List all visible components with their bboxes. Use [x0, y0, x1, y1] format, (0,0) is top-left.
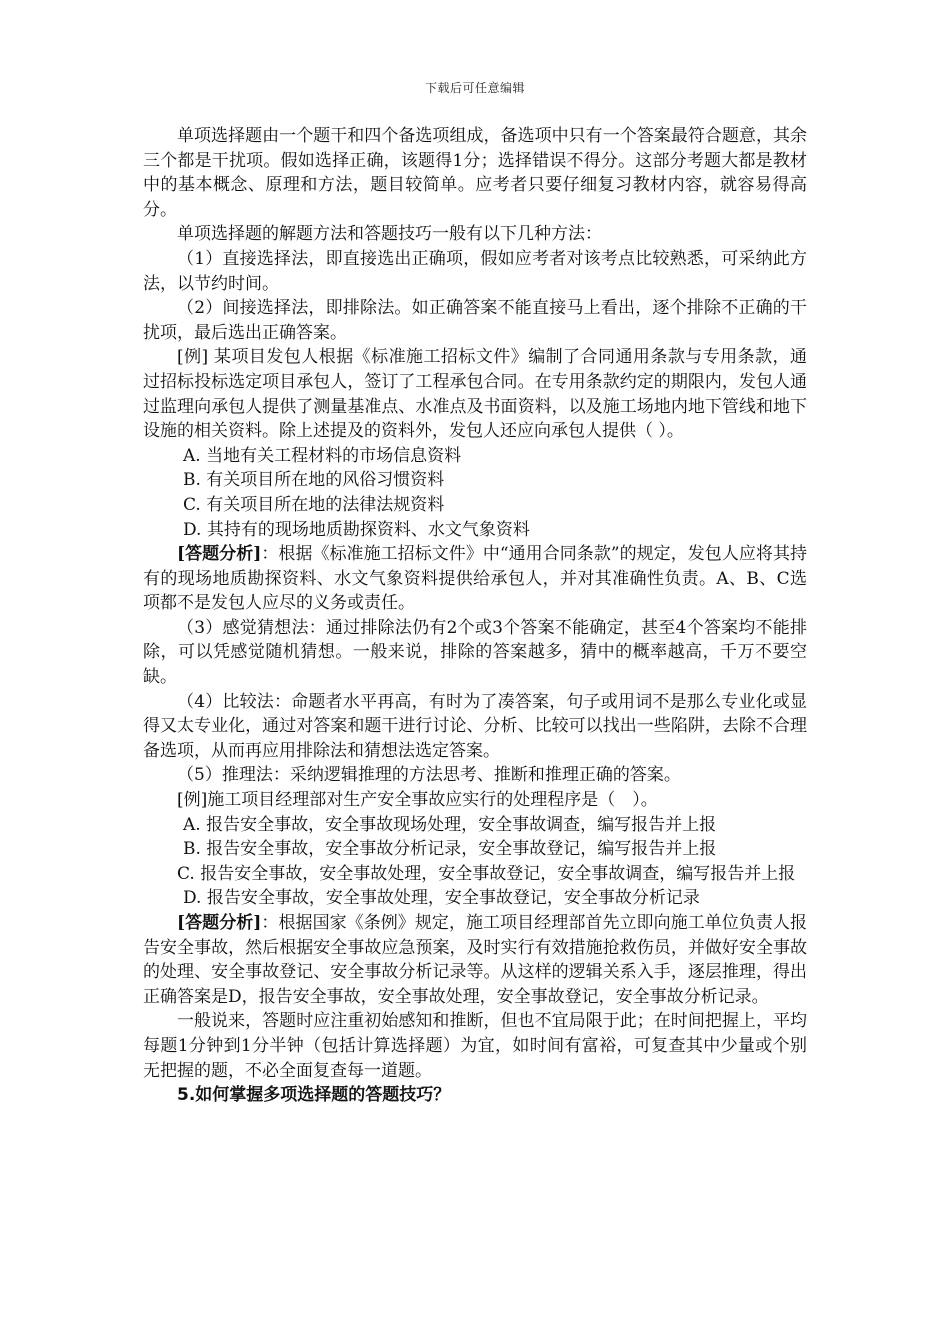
answer-analysis-label: [答题分析] — [177, 544, 262, 565]
document-body — [143, 124, 807, 1108]
paragraph: 一般说来，答题时应注重初始感知和推断，但也不宜局限于此；在时间把握上，平均每题1分钟到1分半钟（包括计算选择题）为宜，如时间有富裕，可复查其中少量或个别无把握的题，不必全面复查每一道题。 — [143, 1011, 807, 1081]
option-a: A. 当地有关工程材料的市场信息资料 — [183, 445, 462, 466]
example-question: [例] 某项目发包人根据《标准施工招标文件》编制了合同通用条款与专用条款，通过招标投标选定项目承包人，签订了工程承包合同。在专用条款约定的期限内，发包人通过监理向承包人提供了测量基准点、水准点及书面资料，以及施工场地内地下管线和地下设施的相关资料。除上述提及的资料外，发包人还应向承包人提供（ ）。 — [143, 347, 807, 442]
section-heading: 5.如何掌握多项选择题的答题技巧？ — [177, 1085, 451, 1106]
option-b: B. 有关项目所在地的风俗习惯资料 — [183, 470, 445, 491]
paragraph: （4）比较法：命题者水平再高，有时为了凑答案，句子或用词不是那么专业化或显得又太专业化，通过对答案和题干进行讨论、分析、比较可以找出一些陷阱，去除不合理备选项，从而再应用排除法和猜想法选定答案。 — [143, 691, 807, 761]
option-c: C. 报告安全事故，安全事故处理，安全事故登记，安全事故调查，编写报告并上报 — [177, 863, 796, 884]
answer-analysis — [143, 911, 807, 1009]
page-header: 下载后可任意编辑 — [424, 81, 525, 95]
paragraph: （1）直接选择法，即直接选出正确项，假如应考者对该考点比较熟悉，可采纳此方法，以节约时间。 — [143, 248, 807, 294]
option-b: B. 报告安全事故，安全事故分析记录，安全事故登记，编写报告并上报 — [183, 839, 717, 860]
paragraph: 单项选择题的解题方法和答题技巧一般有以下几种方法： — [177, 224, 602, 245]
answer-analysis-label: [答题分析] — [177, 913, 262, 933]
paragraph: （2）间接选择法，即排除法。如正确答案不能直接马上看出，逐个排除不正确的干扰项，最后选出正确答案。 — [143, 298, 807, 343]
answer-analysis-text: ：根据国家《条例》规定，施工项目经理部首先立即向施工单位负责人报告安全事故，然后根据安全事故应急预案，及时实行有效措施抢救伤员，并做好安全事故的处理、安全事故登记、安全事故分析记录等。从这样的逻辑关系入手，逐层推理，得出正确答案是D，报告安全事故，安全事故处理，安全事故登记，安全事故分析记录。 — [143, 913, 808, 1007]
option-d: D. 报告安全事故，安全事故处理，安全事故登记，安全事故分析记录 — [183, 888, 700, 909]
paragraph: （3）感觉猜想法：通过排除法仍有2个或3个答案不能确定，甚至4个答案均不能排除，可以凭感觉随机猜想。一般来说，排除的答案越多，猜中的概率越高，千万不要空缺。 — [143, 617, 807, 688]
option-c: C. 有关项目所在地的法律法规资料 — [183, 494, 445, 515]
answer-analysis-text: ：根据《标准施工招标文件》中“通用合同条款”的规定，发包人应将其持有的现场地质勘探资料、水文气象资料提供给承包人，并对其准确性负责。A、B、C选项都不是发包人应尽的义务或责任。 — [143, 544, 807, 614]
answer-analysis — [143, 542, 807, 616]
paragraph: （5）推理法：采纳逻辑推理的方法思考、推断和推理正确的答案。 — [177, 765, 681, 786]
option-a: A. 报告安全事故，安全事故现场处理，安全事故调查，编写报告并上报 — [183, 814, 717, 835]
example-question: [例]施工项目经理部对生产安全事故应实行的处理程序是（ ）。 — [177, 790, 658, 811]
option-d: D. 其持有的现场地质勘探资料、水文气象资料 — [183, 519, 530, 540]
paragraph: 单项选择题由一个题干和四个备选项组成，备选项中只有一个答案最符合题意，其余三个都是干扰项。假如选择正确，该题得1分；选择错误不得分。这部分考题大都是教材中的基本概念、原理和方法，题目较简单。应考者只要仔细复习教材内容，就容易得高分。 — [143, 126, 807, 220]
